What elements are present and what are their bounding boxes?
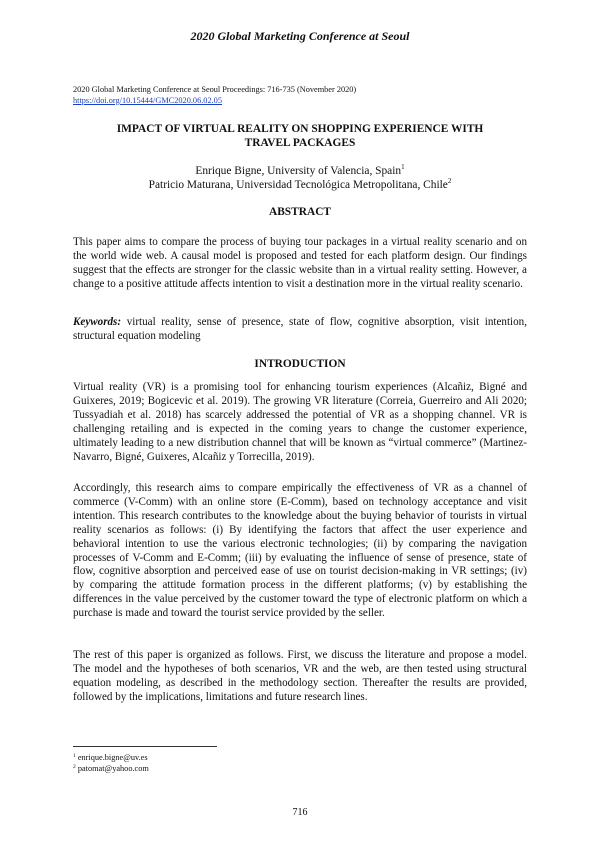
abstract-text: This paper aims to compare the process of buying tour packages in a virtual reality scenario and on the world wide web. A causal model is proposed and tested for each platform design. Our findings suggest that the effects are stronger for the classic website than in a virtual reality setting. However, a change to a positive attitude affects intention to visit a destination more in the virtual reality scenario.	[73, 236, 527, 290]
author-1-footnote-mark: 1	[401, 163, 405, 171]
page-number: 716	[292, 807, 308, 818]
author-2-footnote-mark: 2	[447, 177, 452, 185]
footnotes	[73, 753, 149, 774]
footnote-2-mark: 2	[73, 763, 76, 770]
intro-paragraph-2: Accordingly, this research aims to compare empirically the effectiveness of VR as a channel of commerce (V-Comm) with an online store (E-Comm), based on technology acceptance and visit intention. This research contributes to the knowledge about the buying behavior of tourists in virtual reality scenarios as follows: (i) By identifying the factors that affect the user experience and behavioral intention to use the various electronic technologies; (ii) by comparing the navigation processes of V-Comm and E-Comm; (iii) by evaluating the influence of sense of presence, state of flow, cognitive absorption and perceived ease of use on tourist decision-making in VR settings; (iv) by comparing the attitude formation process in the different platforms; (v) by establishing the differences in the value perceived by the customer toward the type of electronic platform on which a purchase is made and toward the tourist service provided by the seller.	[73, 482, 527, 620]
introduction-heading: INTRODUCTION	[254, 358, 346, 370]
author-2-text: Patricio Maturana, Universidad Tecnológica Metropolitana, Chile	[148, 179, 448, 191]
paper-title-line-1: IMPACT OF VIRTUAL REALITY ON SHOPPING EXPERIENCE WITH	[116, 123, 484, 135]
footnote-2-text: patomat@yahoo.com	[75, 763, 149, 773]
author-list	[73, 164, 527, 192]
intro-paragraph-1: Virtual reality (VR) is a promising tool for enhancing tourism experiences (Alcañiz, Bigné and Guixeres, 2019; Bogicevic et al. 2019). The growing VR literature (Correia, Guerreiro and Ali 2020; Tussyadiah et al. 2018) has scarcely addressed the potential of VR as a shopping channel. VR is challenging retailing and is expected in the coming years to change the customer experience, ultimately leading to a new distribution channel that will be known as “virtual commerce” (Martinez-Navarro, Bigné, Guixeres, Alcañiz y Torrecilla, 2019).	[73, 381, 527, 463]
proceedings-info	[73, 84, 356, 106]
author-1-text: Enrique Bigne, University of Valencia, Spain	[195, 165, 402, 177]
author-1	[73, 164, 527, 178]
footnote-1-mark: 1	[73, 753, 76, 759]
keywords-text: virtual reality, sense of presence, state of flow, cognitive absorption, visit intention, structural equation modeling	[73, 316, 527, 342]
footnote-1	[73, 753, 149, 764]
footnote-2	[73, 764, 149, 775]
intro-paragraph-3: The rest of this paper is organized as follows. First, we discuss the literature and propose a model. The model and the hypotheses of both scenarios, VR and the web, are then tested using structural equation modeling, as described in the methodology section. Thereafter the results are provided, followed by the implications, limitations and future research lines.	[73, 649, 527, 703]
keywords-label: Keywords:	[73, 316, 122, 328]
proceedings-citation: 2020 Global Marketing Conference at Seoul Proceedings: 716-735 (November 2020)	[73, 85, 357, 94]
paper-title	[73, 123, 527, 150]
running-header: 2020 Global Marketing Conference at Seoul	[190, 29, 410, 43]
footnote-1-text: enrique.bigne@uv.es	[75, 753, 148, 762]
footnote-divider	[73, 746, 217, 747]
keywords	[73, 316, 527, 344]
doi-link[interactable]: https://doi.org/10.15444/GMC2020.06.02.05	[73, 96, 222, 105]
paper-title-line-2: TRAVEL PACKAGES	[244, 136, 356, 149]
author-2	[73, 178, 527, 192]
abstract-heading: ABSTRACT	[268, 206, 332, 218]
